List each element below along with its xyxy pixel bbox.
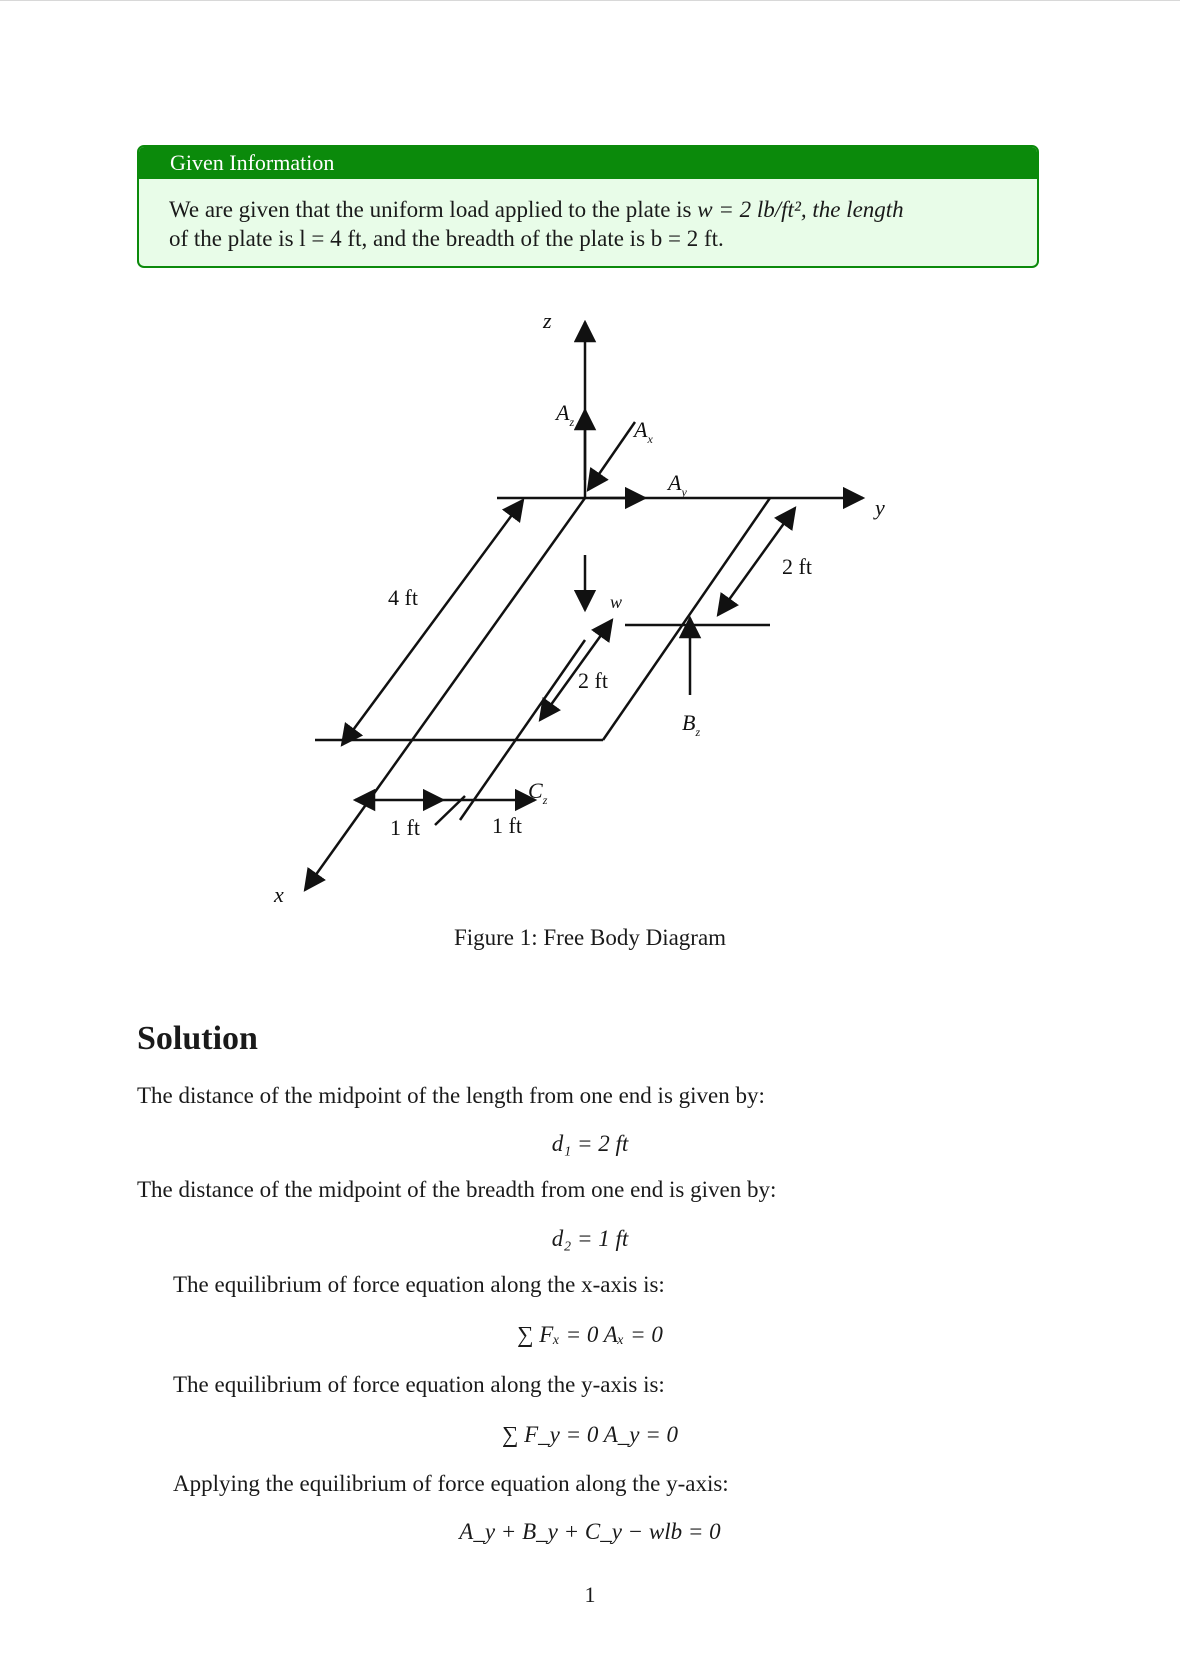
dim-2ft-mid-label: 2 ft <box>578 668 608 693</box>
inner-line <box>460 640 585 820</box>
ax-force-arrow <box>588 422 635 490</box>
given-line-1: We are given that the uniform load applied to the plate is w = 2 lb/ft², the length <box>169 197 904 222</box>
solution-paragraph-5: Applying the equilibrium of force equation along the y-axis: <box>173 1471 729 1496</box>
given-line-2: of the plate is l = 4 ft, and the breadth of the plate is b = 2 ft. <box>169 226 724 251</box>
free-body-diagram <box>260 290 920 920</box>
az-label: $A_z$ <box>556 400 575 429</box>
page-top-border <box>0 0 1180 1</box>
equation-sum-fy: ∑ F_y = 0 A_y = 0 <box>501 1422 679 1447</box>
plate-far-edge <box>603 498 770 740</box>
equation-force-balance: A_y + B_y + C_y − wlb = 0 <box>459 1519 721 1544</box>
solution-paragraph-4: The equilibrium of force equation along the y-axis is: <box>173 1372 665 1397</box>
given-information-box <box>137 145 1039 268</box>
given-information-body <box>139 179 1037 253</box>
z-axis-label: z <box>543 308 552 333</box>
dim-1ft-left-label: 1 ft <box>390 815 420 840</box>
x-axis-label: x <box>274 882 284 907</box>
equation-d2: d₂ = 1 ft <box>551 1226 629 1251</box>
bz-label: $B_z$ <box>682 710 701 739</box>
solution-paragraph-3: The equilibrium of force equation along the x-axis is: <box>173 1272 665 1297</box>
x-axis-line <box>305 498 585 890</box>
solution-heading: Solution <box>137 1020 258 1057</box>
y-axis-label: y <box>875 495 885 520</box>
solution-paragraph-1: The distance of the midpoint of the length from one end is given by: <box>137 1083 765 1108</box>
ax-label: $A_x$ <box>634 417 653 446</box>
dim-1ft-right-label: 1 ft <box>492 813 522 838</box>
ay-label: $A_y$ <box>668 470 687 499</box>
w-load-label: w <box>610 592 623 612</box>
cz-label: $C_z$ <box>528 778 548 807</box>
solution-paragraph-2: The distance of the midpoint of the breadth from one end is given by: <box>137 1177 777 1202</box>
dim-4ft-label: 4 ft <box>388 585 418 610</box>
page-number: 1 <box>584 1582 596 1607</box>
equation-sum-fx: ∑ Fₓ = 0 Aₓ = 0 <box>517 1322 663 1347</box>
figure-caption: Figure 1: Free Body Diagram <box>453 925 727 950</box>
equation-d1: d₁ = 2 ft <box>551 1131 629 1156</box>
dim-2ft-right-label: 2 ft <box>782 554 812 579</box>
given-information-heading: Given Information <box>139 147 1037 179</box>
